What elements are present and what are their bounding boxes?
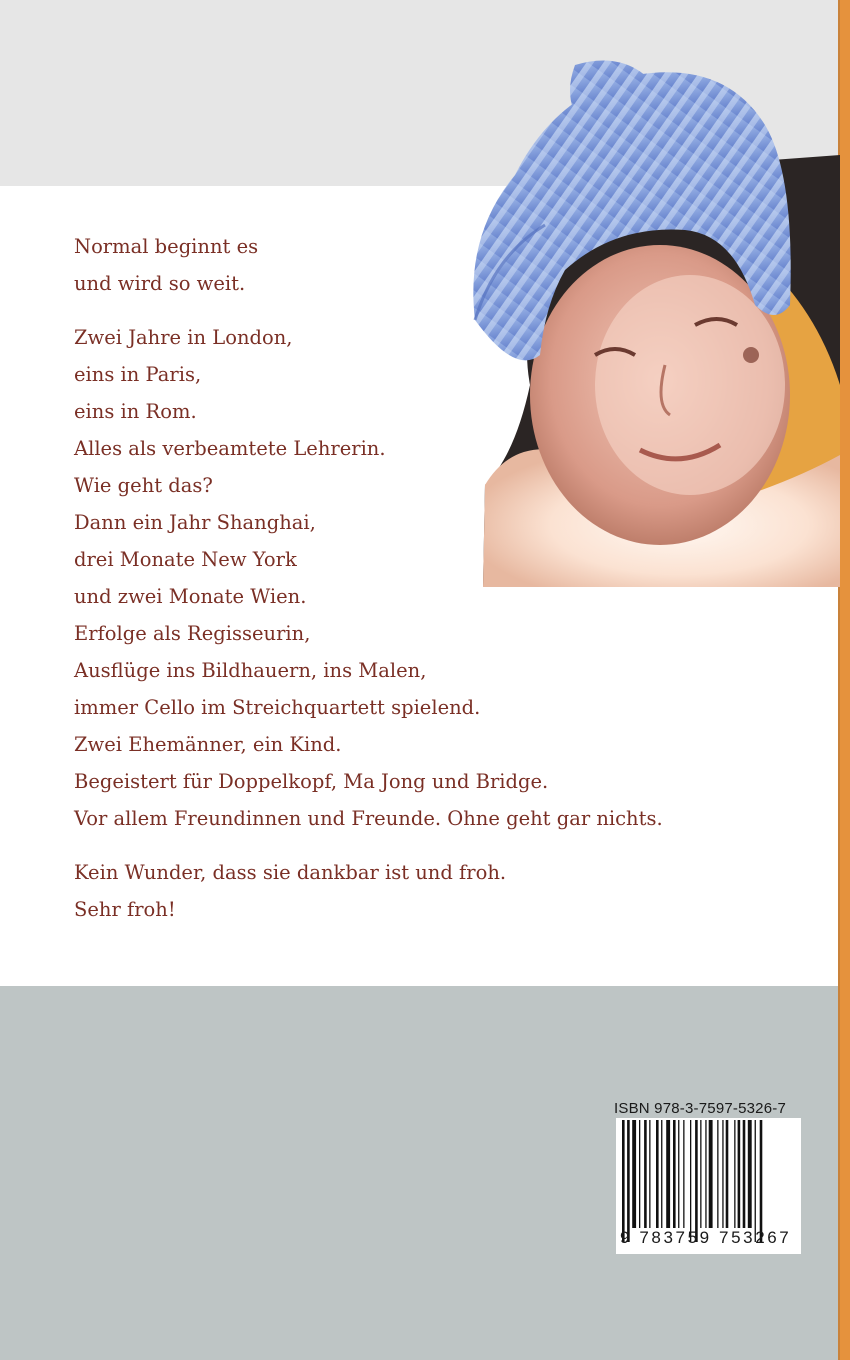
- blurb-line: Normal beginnt es: [74, 235, 259, 258]
- barcode-bar: [690, 1120, 691, 1242]
- barcode-bar: [748, 1120, 752, 1228]
- blurb-line: Dann ein Jahr Shanghai,: [74, 511, 316, 534]
- barcode-bar: [661, 1120, 662, 1228]
- barcode-bar: [649, 1120, 650, 1228]
- blurb-line: Zwei Jahre in London,: [74, 326, 293, 349]
- blurb-line: Erfolge als Regisseurin,: [74, 622, 311, 645]
- blurb-line: Zwei Ehemänner, ein Kind.: [74, 733, 342, 756]
- barcode-bar: [717, 1120, 718, 1228]
- barcode-bar: [683, 1120, 684, 1228]
- blurb-line: Ausflüge ins Bildhauern, ins Malen,: [74, 659, 427, 682]
- barcode-bar: [622, 1120, 625, 1242]
- stanza-3: [74, 854, 774, 928]
- blurb-line: Vor allem Freundinnen und Freunde. Ohne geht gar nichts.: [74, 807, 663, 830]
- blurb-line: Sehr froh!: [74, 898, 176, 921]
- blurb-line: eins in Paris,: [74, 363, 202, 386]
- barcode-bar: [743, 1120, 746, 1228]
- barcode-bar: [673, 1120, 676, 1228]
- blurb-line: und wird so weit.: [74, 272, 246, 295]
- stanza-2: [74, 319, 774, 837]
- blurb-line: drei Monate New York: [74, 548, 297, 571]
- barcode-bar: [738, 1120, 741, 1228]
- blurb-line: Begeistert für Doppelkopf, Ma Jong und Bridge.: [74, 770, 549, 793]
- blurb-line: Wie geht das?: [74, 474, 213, 497]
- barcode-bar: [678, 1120, 679, 1228]
- barcode-bar: [709, 1120, 713, 1228]
- barcode-bar: [644, 1120, 647, 1228]
- barcode-bar: [656, 1120, 659, 1228]
- barcode-bar: [726, 1120, 729, 1228]
- barcode-bar: [760, 1120, 763, 1242]
- back-cover-blurb: [74, 228, 774, 945]
- blurb-line: eins in Rom.: [74, 400, 197, 423]
- barcode-bar: [639, 1120, 640, 1228]
- barcode-bar: [705, 1120, 706, 1228]
- blurb-line: Alles als verbeamtete Lehrerin.: [74, 437, 386, 460]
- blurb-line: immer Cello im Streichquartett spielend.: [74, 696, 481, 719]
- barcode-bar: [722, 1120, 723, 1228]
- stanza-1: [74, 228, 774, 302]
- barcode-digits: 9 783759 753267: [620, 1228, 792, 1247]
- blurb-line: Kein Wunder, dass sie dankbar ist und froh.: [74, 861, 507, 884]
- barcode-bar: [632, 1120, 636, 1228]
- barcode-bar: [755, 1120, 756, 1242]
- blurb-line: und zwei Monate Wien.: [74, 585, 307, 608]
- barcode-bar: [627, 1120, 630, 1242]
- barcode-bar: [700, 1120, 701, 1228]
- barcode-bar: [734, 1120, 735, 1228]
- barcode-bar: [695, 1120, 698, 1242]
- barcode-bar: [666, 1120, 670, 1228]
- isbn-label: ISBN 978-3-7597-5326-7: [614, 1100, 787, 1117]
